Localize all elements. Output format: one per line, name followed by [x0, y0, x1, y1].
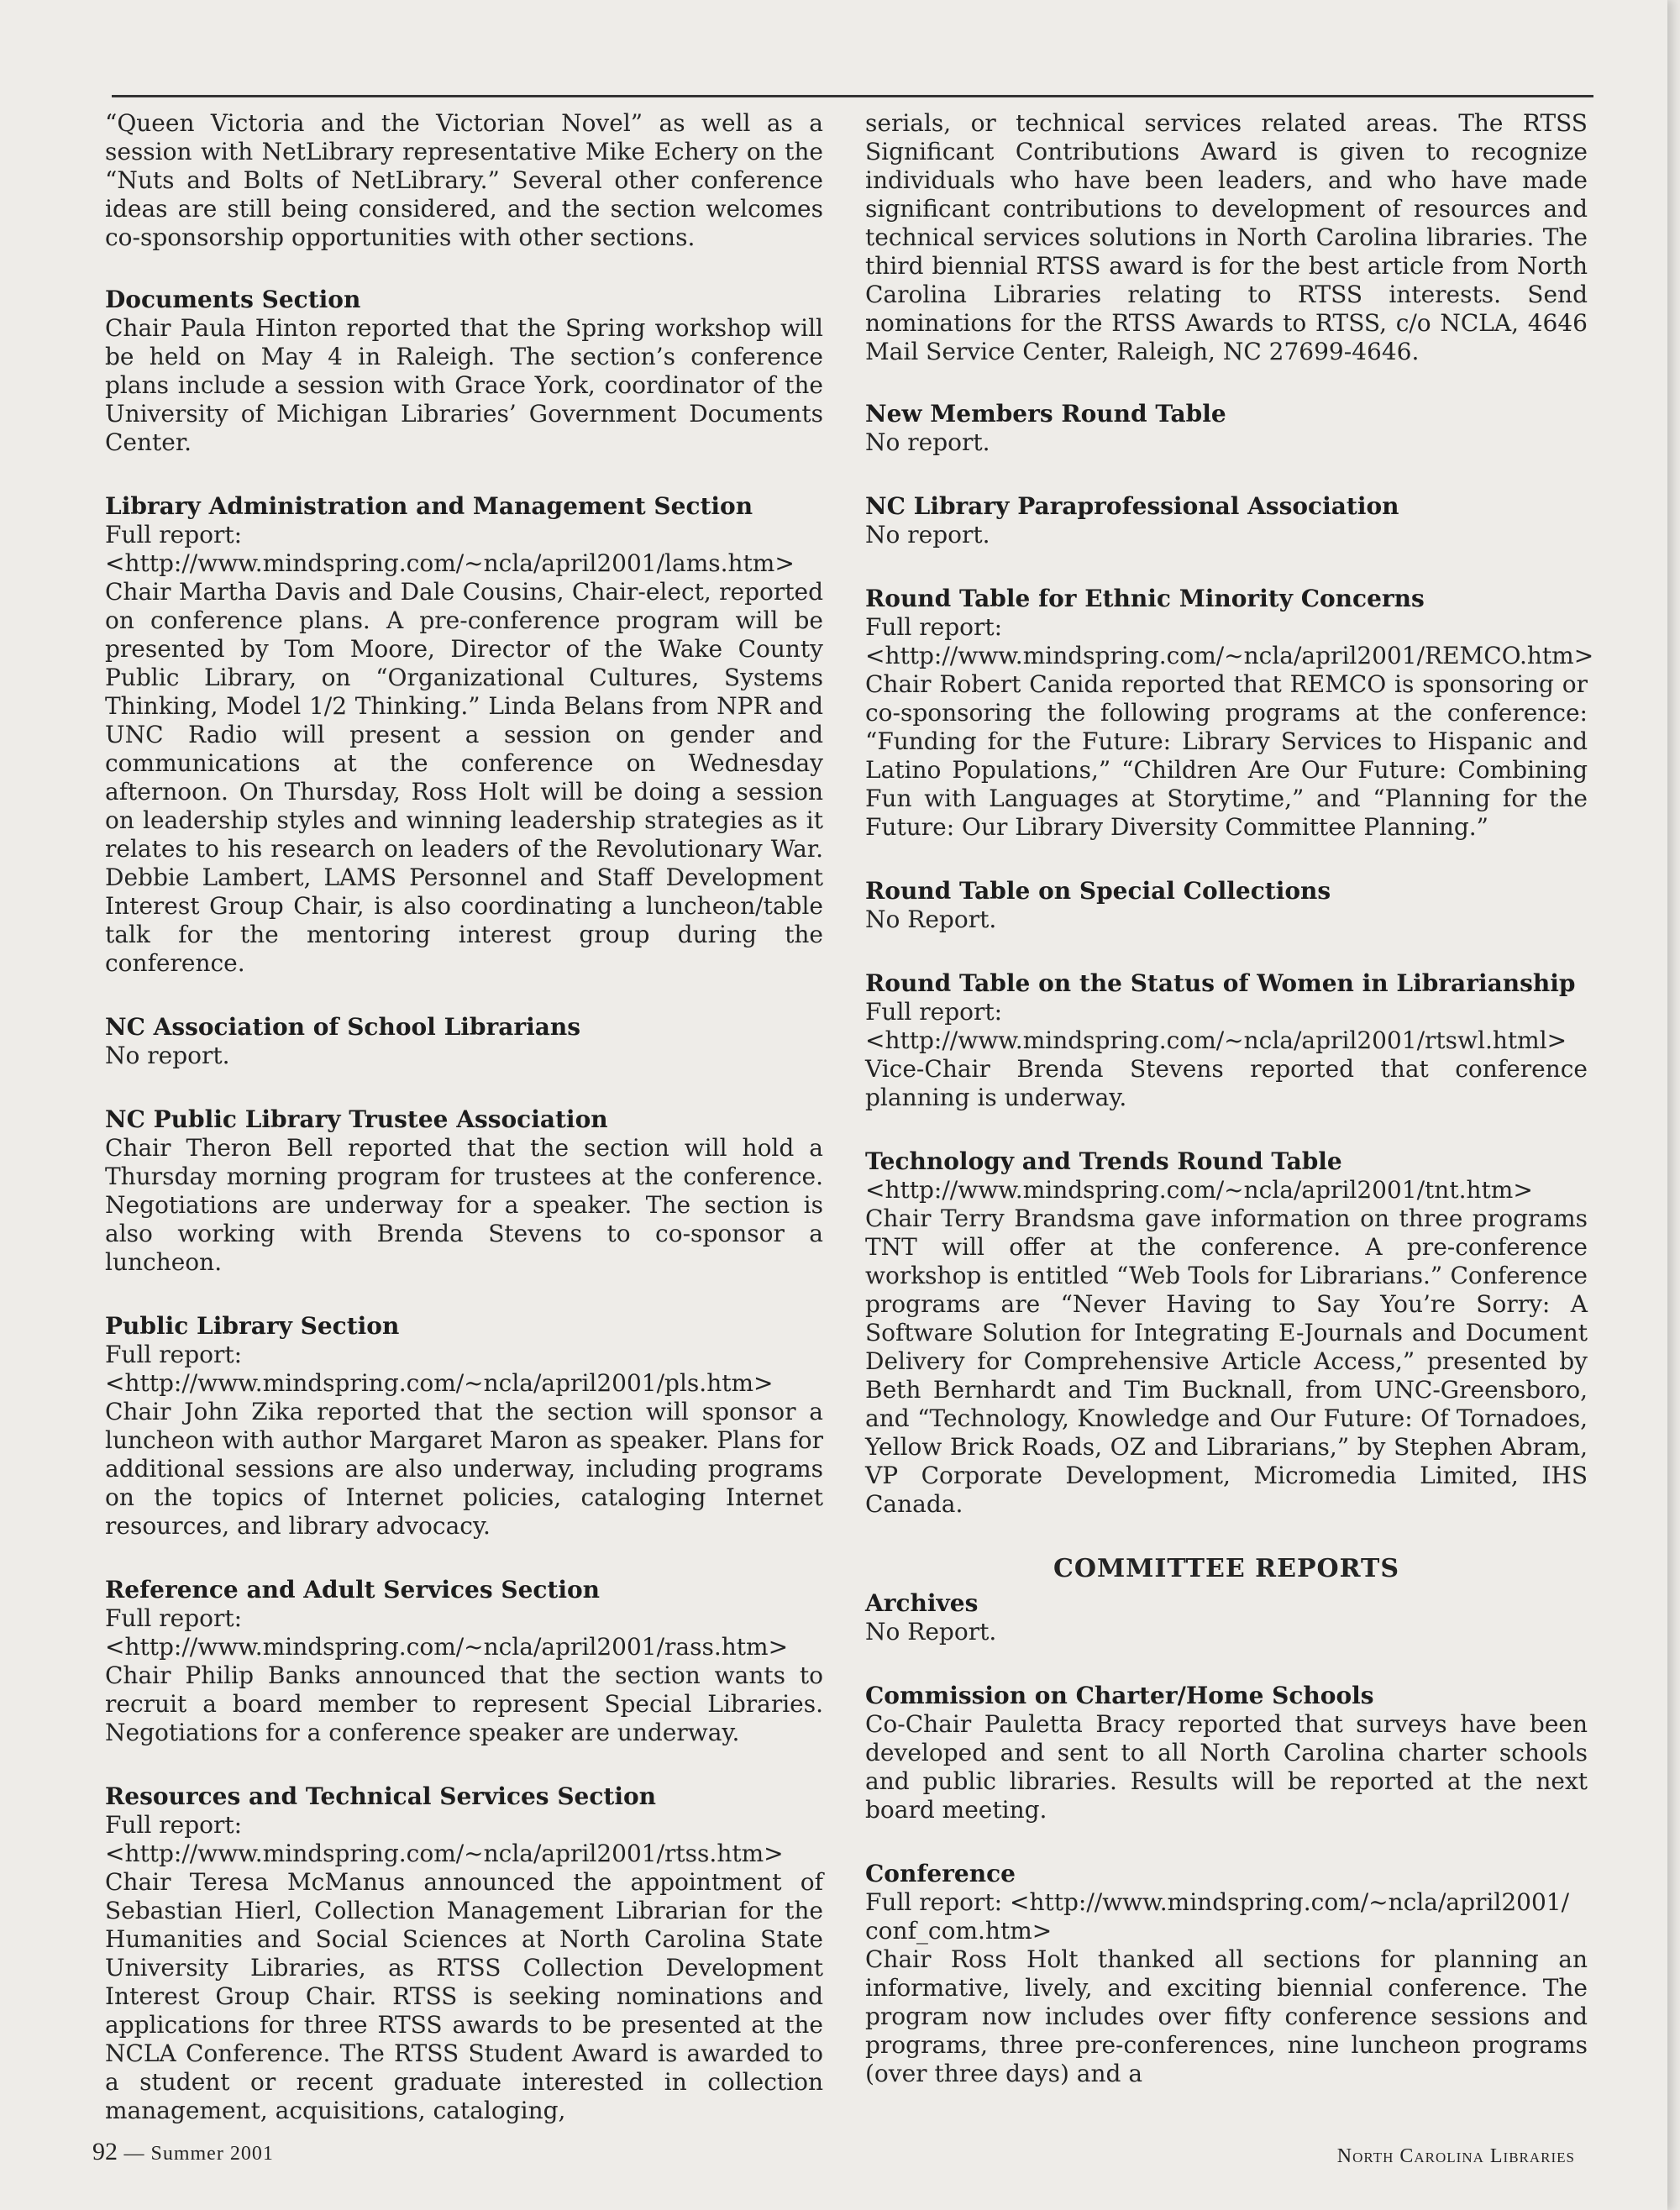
full-report-label: Full report:: [105, 1811, 243, 1839]
section-title: Technology and Trends Round Table: [865, 1147, 1342, 1175]
report-section: [865, 969, 1588, 1112]
full-report-label: Full report:: [105, 1604, 243, 1632]
report-url[interactable]: <http://www.mindspring.com/~ncla/april2001/rtswl.html>: [865, 1026, 1567, 1054]
section-title: NC Association of School Librarians: [105, 1013, 581, 1041]
report-section: [865, 1589, 1588, 1646]
section-title: Library Administration and Management Section: [105, 492, 753, 520]
section-body: Chair Terry Brandsma gave information on three programs TNT will offer at the conference. A pre-conference workshop is entitled “Web Tools for Librarians.” Conference programs are “Never Having to Say You’re Sorry: A Software Solution for Integrating E-Journals and Document Delivery for Comprehensive Article Access,” presented by Beth Bernhardt and Tim Bucknall, from UNC-Greensboro, and “Technology, Knowledge and Our Future: Of Tornadoes, Yellow Brick Roads, OZ and Librarians,” by Stephen Abram, VP Corporate Development, Micromedia Limited, IHS Canada.: [865, 1205, 1588, 1518]
rtss-continued-text: serials, or technical services related areas. The RTSS Significant Contributions Award is given to recognize individuals who have been leaders, and who have made significant contributions to development of resources and technical services solutions in North Carolina libraries. The third biennial RTSS award is for the best article from North Carolina Libraries relating to RTSS interests. Send nominations for the RTSS Awards to RTSS, c/o NCLA, 4646 Mail Service Center, Raleigh, NC 27699-4646.: [865, 109, 1588, 365]
report-url[interactable]: <http://www.mindspring.com/~ncla/april2001/rtss.htm>: [105, 1840, 784, 1867]
section-body: Chair Theron Bell reported that the section will hold a Thursday morning program for trustees at the conference. Negotiations are underway for a speaker. The section is also working with Brenda Stevens to co-sponsor a luncheon.: [105, 1134, 823, 1276]
section-body: Chair Teresa McManus announced the appointment of Sebastian Hierl, Collection Management Librarian for the Humanities and Social Sciences at North Carolina State University Libraries, as RTSS Collection Development Interest Group Chair. RTSS is seeking nominations and applications for three RTSS awards to be presented at the NCLA Conference. The RTSS Student Award is awarded to a student or recent graduate interested in collection management, acquisitions, cataloging,: [105, 1868, 823, 2124]
report-section: [105, 1576, 823, 1747]
report-url[interactable]: <http://www.mindspring.com/~ncla/april2001/REMCO.htm>: [865, 642, 1594, 669]
report-url[interactable]: <http://www.mindspring.com/~ncla/april2001/tnt.htm>: [865, 1176, 1533, 1204]
issue-season: — Summer 2001: [123, 2143, 274, 2165]
full-report-label: Full report: <http://www.mindspring.com/~ncla/april2001/: [865, 1888, 1570, 1916]
section-body: Chair Martha Davis and Dale Cousins, Chair-elect, reported on conference plans. A pre-conference program will be presented by Tom Moore, Director of the Wake County Public Library, on “Organizational Cultures, Systems Thinking, Model 1/2 Thinking.” Linda Belans from NPR and UNC Radio will present a session on gender and communications at the conference on Wednesday afternoon. On Thursday, Ross Holt will be doing a session on leadership styles and winning leadership strategies as it relates to his research on leaders of the Revolutionary War. Debbie Lambert, LAMS Personnel and Staff Development Interest Group Chair, is also coordinating a luncheon/table talk for the mentoring interest group during the conference.: [105, 578, 823, 977]
section-title: NC Library Paraprofessional Association: [865, 492, 1399, 520]
section-body: Co-Chair Pauletta Bracy reported that surveys have been developed and sent to all North Carolina charter schools and public libraries. Results will be reported at the next board meeting.: [865, 1710, 1588, 1824]
report-url[interactable]: <http://www.mindspring.com/~ncla/april2001/rass.htm>: [105, 1633, 789, 1661]
full-report-label: Full report:: [865, 613, 1003, 641]
section-body: Vice-Chair Brenda Stevens reported that conference planning is underway.: [865, 1055, 1588, 1111]
section-title: Round Table for Ethnic Minority Concerns: [865, 585, 1425, 612]
full-report-label: Full report:: [105, 1341, 243, 1368]
intro-paragraph: [105, 109, 823, 252]
section-body: Chair John Zika reported that the section will sponsor a luncheon with author Margaret Maron as speaker. Plans for additional sessions are also underway, including programs on the topics of Internet policies, cataloging Internet resources, and library advocacy.: [105, 1398, 823, 1540]
intro-text: “Queen Victoria and the Victorian Novel” as well as a session with NetLibrary representative Mike Echery on the “Nuts and Bolts of NetLibrary.” Several other conference ideas are still being considered, and the section welcomes co-sponsorship opportunities with other sections.: [105, 109, 823, 251]
report-url[interactable]: <http://www.mindspring.com/~ncla/april2001/lams.htm>: [105, 549, 795, 577]
report-section: [865, 1147, 1588, 1519]
section-title: Archives: [865, 1589, 979, 1617]
section-body: No Report.: [865, 906, 997, 933]
section-body: No Report.: [865, 1618, 997, 1646]
report-section: [105, 1312, 823, 1541]
report-section: [865, 877, 1588, 934]
right-column: [865, 109, 1594, 2123]
section-title: Resources and Technical Services Section: [105, 1782, 657, 1810]
report-section: [865, 585, 1594, 842]
section-title: New Members Round Table: [865, 400, 1226, 428]
section-body: Chair Robert Canida reported that REMCO is sponsoring or co-sponsoring the following programs at the conference: “Funding for the Future: Library Services to Hispanic and Latino Populations,” “Children Are Our Future: Combining Fun with Languages at Storytime,” and “Planning for the Future: Our Library Diversity Committee Planning.”: [865, 670, 1588, 841]
section-title: Round Table on the Status of Women in Librarianship: [865, 969, 1576, 997]
report-url[interactable]: <http://www.mindspring.com/~ncla/april2001/pls.htm>: [105, 1369, 774, 1397]
section-body: Chair Paula Hinton reported that the Spring workshop will be held on May 4 in Raleigh. The section’s conference plans include a session with Grace York, coordinator of the University of Michigan Libraries’ Government Documents Center.: [105, 314, 823, 456]
journal-name: North Carolina Libraries: [1336, 2145, 1575, 2167]
section-title: Round Table on Special Collections: [865, 877, 1331, 905]
section-title: Documents Section: [105, 286, 361, 313]
report-section: [105, 1013, 823, 1070]
committee-reports-heading: COMMITTEE REPORTS: [1053, 1554, 1400, 1583]
section-title: Reference and Adult Services Section: [105, 1576, 601, 1604]
page-footer-left: [92, 2138, 274, 2166]
report-section: [105, 1782, 823, 2125]
section-title: Conference: [865, 1860, 1016, 1887]
section-body: No report.: [865, 428, 990, 456]
report-url[interactable]: conf_com.htm>: [865, 1917, 1053, 1945]
report-section: [865, 400, 1588, 457]
report-section: [105, 286, 823, 457]
section-body: No report.: [105, 1042, 230, 1069]
full-report-label: Full report:: [865, 998, 1003, 1026]
full-report-label: Full report:: [105, 521, 243, 549]
page-number: 92: [92, 2138, 118, 2165]
section-title: NC Public Library Trustee Association: [105, 1105, 608, 1133]
report-section: [865, 1682, 1588, 1824]
section-body: Chair Ross Holt thanked all sections for planning an informative, lively, and exciting biennial conference. The program now includes over fifty conference sessions and programs, three pre-conferences, nine luncheon programs (over three days) and a: [865, 1945, 1588, 2087]
left-column: [105, 109, 823, 2160]
section-body: No report.: [865, 521, 990, 549]
section-title: Public Library Section: [105, 1312, 400, 1340]
top-rule: [112, 95, 1593, 97]
report-section: [865, 492, 1588, 549]
rtss-continued: [865, 109, 1588, 366]
section-title: Commission on Charter/Home Schools: [865, 1682, 1374, 1709]
report-section: [865, 1860, 1588, 2088]
section-body: Chair Philip Banks announced that the section wants to recruit a board member to represent Special Libraries. Negotiations for a conference speaker are underway.: [105, 1661, 823, 1746]
report-section: [105, 492, 823, 978]
report-section: [105, 1105, 823, 1277]
